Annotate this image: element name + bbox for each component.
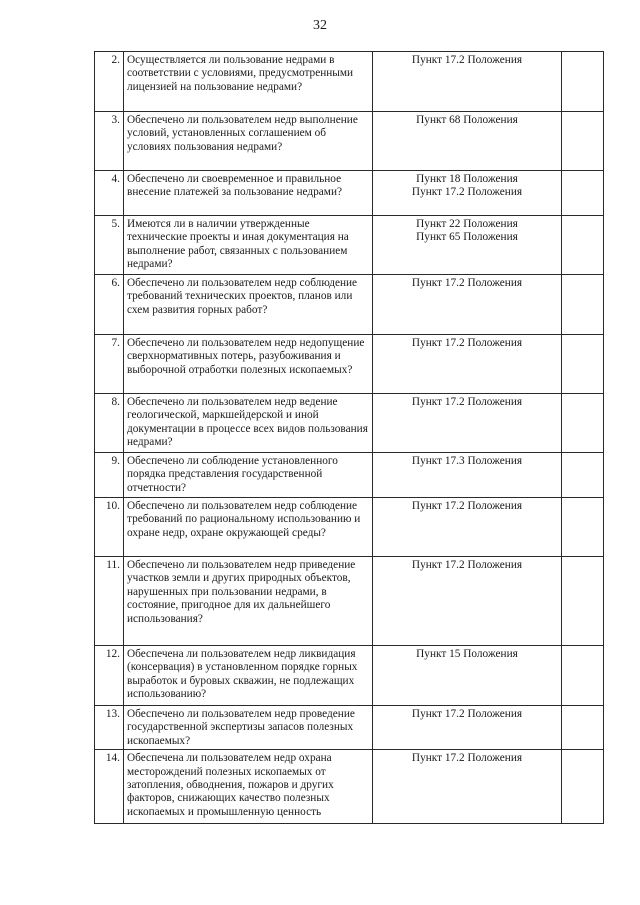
row-number: 10. bbox=[95, 498, 124, 557]
question-cell: Обеспечено ли пользователем недр приведение участков земли и других природных объектов, нарушенных при пользовании недрами, в состояние, пригодное для их дальнейшего использования? bbox=[124, 557, 373, 646]
table-row bbox=[95, 52, 604, 112]
row-number: 13. bbox=[95, 706, 124, 750]
table-row bbox=[95, 557, 604, 646]
row-number: 9. bbox=[95, 453, 124, 498]
answer-cell bbox=[562, 171, 604, 216]
reference-text: Пункт 68 Положения bbox=[416, 114, 518, 126]
answer-cell bbox=[562, 216, 604, 275]
table-row bbox=[95, 112, 604, 171]
answer-cell bbox=[562, 335, 604, 394]
question-cell: Обеспечено ли пользователем недр соблюдение требований технических проектов, планов или схем развития горных работ? bbox=[124, 275, 373, 335]
answer-cell bbox=[562, 750, 604, 824]
checklist-table-body bbox=[95, 52, 604, 824]
reference-cell bbox=[373, 453, 562, 498]
reference-cell bbox=[373, 335, 562, 394]
row-number: 2. bbox=[95, 52, 124, 112]
reference-cell bbox=[373, 750, 562, 824]
table-row bbox=[95, 335, 604, 394]
answer-cell bbox=[562, 394, 604, 453]
question-cell: Осуществляется ли пользование недрами в соответствии с условиями, предусмотренными лицензией на пользование недрами? bbox=[124, 52, 373, 112]
table-row bbox=[95, 453, 604, 498]
table-row bbox=[95, 498, 604, 557]
reference-cell bbox=[373, 394, 562, 453]
row-number: 12. bbox=[95, 646, 124, 706]
reference-text: Пункт 17.2 Положения bbox=[411, 186, 523, 199]
table-row bbox=[95, 171, 604, 216]
answer-cell bbox=[562, 646, 604, 706]
row-number: 8. bbox=[95, 394, 124, 453]
table-row bbox=[95, 706, 604, 750]
reference-cell bbox=[373, 52, 562, 112]
answer-cell bbox=[562, 557, 604, 646]
reference-text: Пункт 15 Положения bbox=[416, 648, 518, 660]
table-row bbox=[95, 216, 604, 275]
answer-cell bbox=[562, 52, 604, 112]
question-cell: Обеспечено ли соблюдение установленного порядка представления государственной отчетности? bbox=[124, 453, 373, 498]
reference-text: Пункт 17.2 Положения bbox=[411, 396, 523, 408]
row-number: 11. bbox=[95, 557, 124, 646]
question-cell: Обеспечено ли пользователем недр недопущение сверхнормативных потерь, разубоживания и выборочной отработки полезных ископаемых? bbox=[124, 335, 373, 394]
question-cell: Обеспечено ли своевременное и правильное внесение платежей за пользование недрами? bbox=[124, 171, 373, 216]
question-cell: Обеспечена ли пользователем недр охрана месторождений полезных ископаемых от затопления, обводнения, пожаров и других факторов, снижающих качество полезных ископаемых и промышленную ценность bbox=[124, 750, 373, 824]
row-number: 7. bbox=[95, 335, 124, 394]
reference-text: Пункт 65 Положения bbox=[416, 231, 518, 244]
reference-text: Пункт 17.3 Положения bbox=[411, 455, 523, 467]
table-row bbox=[95, 275, 604, 335]
question-cell: Имеются ли в наличии утвержденные технические проекты и иная документация на выполнение работ, связанных с пользованием недрами? bbox=[124, 216, 373, 275]
page-number: 32 bbox=[313, 18, 327, 33]
reference-text: Пункт 17.2 Положения bbox=[411, 752, 523, 765]
reference-text: Пункт 18 Положения bbox=[416, 173, 518, 185]
question-cell: Обеспечено ли пользователем недр проведение государственной экспертизы запасов полезных ископаемых? bbox=[124, 706, 373, 750]
answer-cell bbox=[562, 706, 604, 750]
reference-text: Пункт 17.2 Положения bbox=[411, 277, 523, 289]
answer-cell bbox=[562, 275, 604, 335]
answer-cell bbox=[562, 498, 604, 557]
reference-text: Пункт 17.2 Положения bbox=[411, 708, 523, 720]
table-row bbox=[95, 394, 604, 453]
row-number: 14. bbox=[95, 750, 124, 824]
table-row bbox=[95, 750, 604, 824]
row-number: 4. bbox=[95, 171, 124, 216]
reference-cell bbox=[373, 171, 562, 216]
question-cell: Обеспечено ли пользователем недр выполнение условий, установленных соглашением об условиях пользования недрами? bbox=[124, 112, 373, 171]
reference-text: Пункт 17.2 Положения bbox=[411, 54, 523, 66]
answer-cell bbox=[562, 453, 604, 498]
question-cell: Обеспечено ли пользователем недр соблюдение требований по рациональному использованию и охране недр, охране окружающей среды? bbox=[124, 498, 373, 557]
reference-text: Пункт 17.2 Положения bbox=[411, 337, 523, 349]
reference-cell bbox=[373, 112, 562, 171]
question-cell: Обеспечена ли пользователем недр ликвидация (консервация) в установленном порядке горных выработок и буровых скважин, не подлежащих использованию? bbox=[124, 646, 373, 706]
row-number: 3. bbox=[95, 112, 124, 171]
reference-cell bbox=[373, 646, 562, 706]
row-number: 6. bbox=[95, 275, 124, 335]
checklist-table bbox=[94, 51, 604, 824]
reference-cell bbox=[373, 557, 562, 646]
answer-cell bbox=[562, 112, 604, 171]
reference-cell bbox=[373, 706, 562, 750]
row-number: 5. bbox=[95, 216, 124, 275]
reference-text: Пункт 17.2 Положения bbox=[411, 559, 523, 571]
question-cell: Обеспечено ли пользователем недр ведение геологической, маркшейдерской и иной документации в процессе всех видов пользования недрами? bbox=[124, 394, 373, 453]
reference-text: Пункт 22 Положения bbox=[416, 218, 518, 230]
reference-text: Пункт 17.2 Положения bbox=[411, 500, 523, 512]
reference-cell bbox=[373, 498, 562, 557]
table-row bbox=[95, 646, 604, 706]
reference-cell bbox=[373, 216, 562, 275]
reference-cell bbox=[373, 275, 562, 335]
